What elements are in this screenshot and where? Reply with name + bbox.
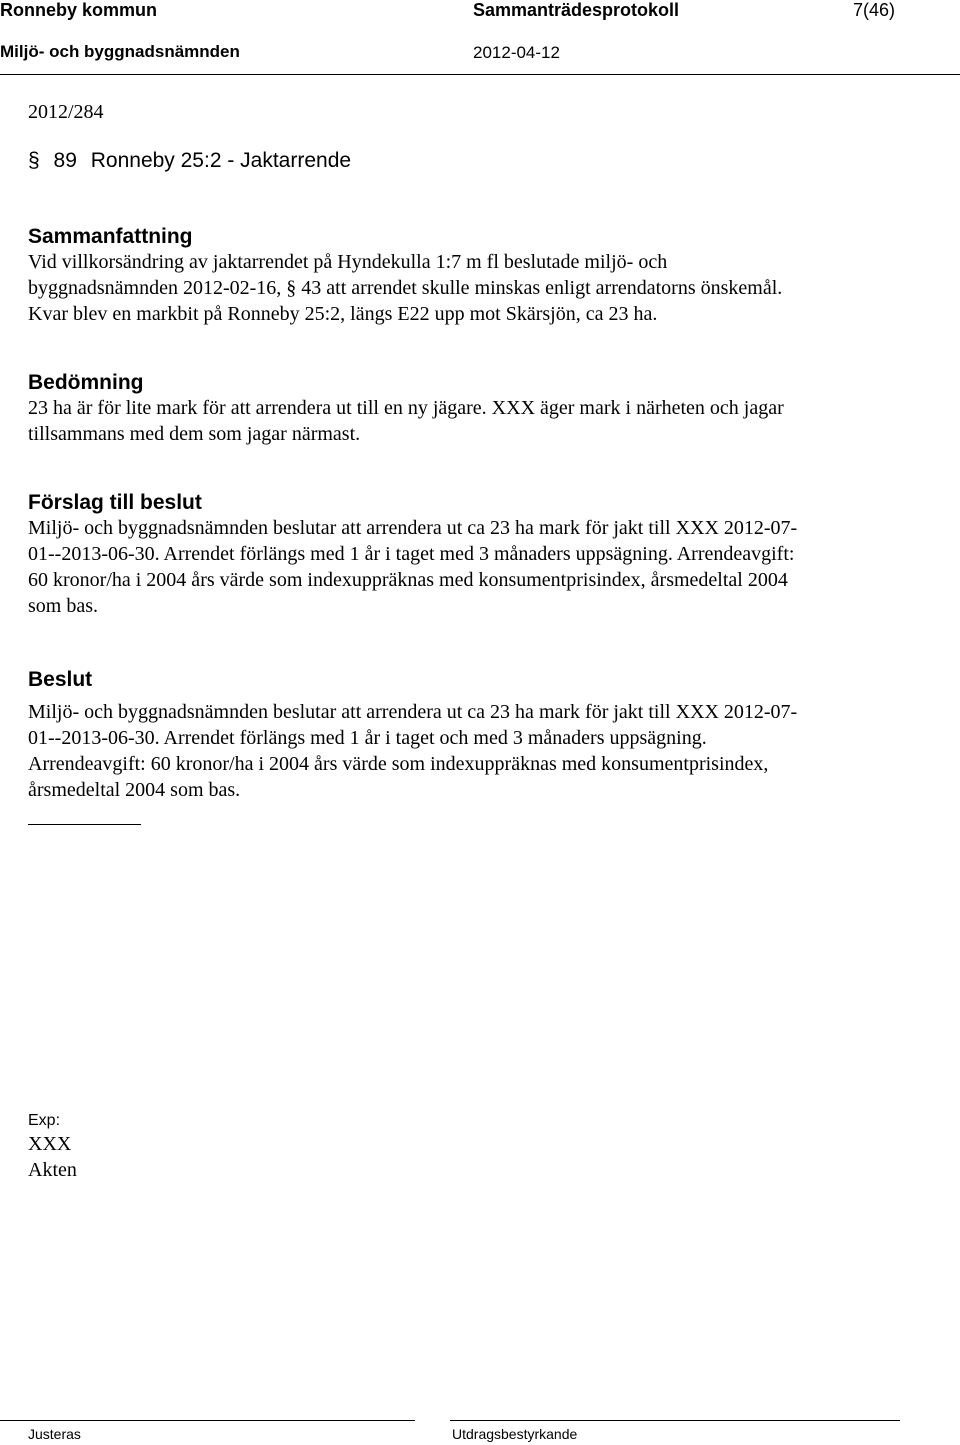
- decision-line: årsmedeltal 2004 som bas.: [28, 779, 241, 801]
- assessment-line: 23 ha är för lite mark för att arrendera ut till en ny jägare. XXX äger mark i närheten och jagar: [28, 397, 784, 419]
- proposal-line: 01--2013-06-30. Arrendet förlängs med 1 år i taget med 3 månaders uppsägning. Arrendeavgift:: [28, 543, 795, 565]
- decision-line: 01--2013-06-30. Arrendet förlängs med 1 år i taget och med 3 månaders uppsägning.: [28, 727, 707, 749]
- summary-line: Vid villkorsändring av jaktarrendet på Hyndekulla 1:7 m fl beslutade miljö- och: [28, 251, 668, 273]
- end-of-decision-rule: [28, 824, 141, 825]
- summary-line: byggnadsnämnden 2012-02-16, § 43 att arrendet skulle minskas enligt arrendatorns önskemål.: [28, 277, 783, 299]
- proposal-line: Miljö- och byggnadsnämnden beslutar att arrendera ut ca 23 ha mark för jakt till XXX 2012-07-: [28, 517, 798, 539]
- decision-line: Miljö- och byggnadsnämnden beslutar att arrendera ut ca 23 ha mark för jakt till XXX 2012-07-: [28, 701, 798, 723]
- footer-utdragsbestyrkande: Utdragsbestyrkande: [452, 1426, 578, 1442]
- decision-heading: Beslut: [28, 668, 93, 691]
- page-number: 7(46): [853, 0, 896, 20]
- summary-heading: Sammanfattning: [28, 225, 193, 248]
- proposal-heading: Förslag till beslut: [28, 491, 202, 514]
- paragraph-title: [28, 149, 351, 173]
- paragraph-number: 89: [53, 149, 77, 172]
- assessment-line: tillsammans med dem som jagar närmast.: [28, 423, 361, 445]
- header-rule: [0, 74, 960, 75]
- committee-name: Miljö- och byggnadsnämnden: [0, 42, 240, 61]
- municipality-name: Ronneby kommun: [0, 0, 158, 20]
- paragraph-title-text: Ronneby 25:2 - Jaktarrende: [90, 149, 352, 172]
- footer-rule-left: [0, 1420, 415, 1421]
- paragraph-symbol: §: [28, 149, 40, 172]
- meeting-date: 2012-04-12: [473, 43, 560, 62]
- decision-line: Arrendeavgift: 60 kronor/ha i 2004 års värde som indexuppräknas med konsumentprisindex,: [28, 753, 769, 775]
- expedition-recipient: Akten: [28, 1159, 77, 1181]
- proposal-line: 60 kronor/ha i 2004 års värde som indexuppräknas med konsumentprisindex, årsmedeltal 2004: [28, 569, 788, 591]
- footer-rule-right: [450, 1420, 900, 1421]
- proposal-line: som bas.: [28, 595, 98, 617]
- expedition-label: Exp:: [28, 1112, 61, 1129]
- document-type: Sammanträdesprotokoll: [473, 0, 680, 20]
- assessment-heading: Bedömning: [28, 371, 144, 394]
- summary-line: Kvar blev en markbit på Ronneby 25:2, längs E22 upp mot Skärsjön, ca 23 ha.: [28, 303, 658, 325]
- expedition-recipient: XXX: [28, 1133, 72, 1155]
- footer-justeras: Justeras: [28, 1426, 81, 1442]
- case-number: 2012/284: [28, 101, 104, 123]
